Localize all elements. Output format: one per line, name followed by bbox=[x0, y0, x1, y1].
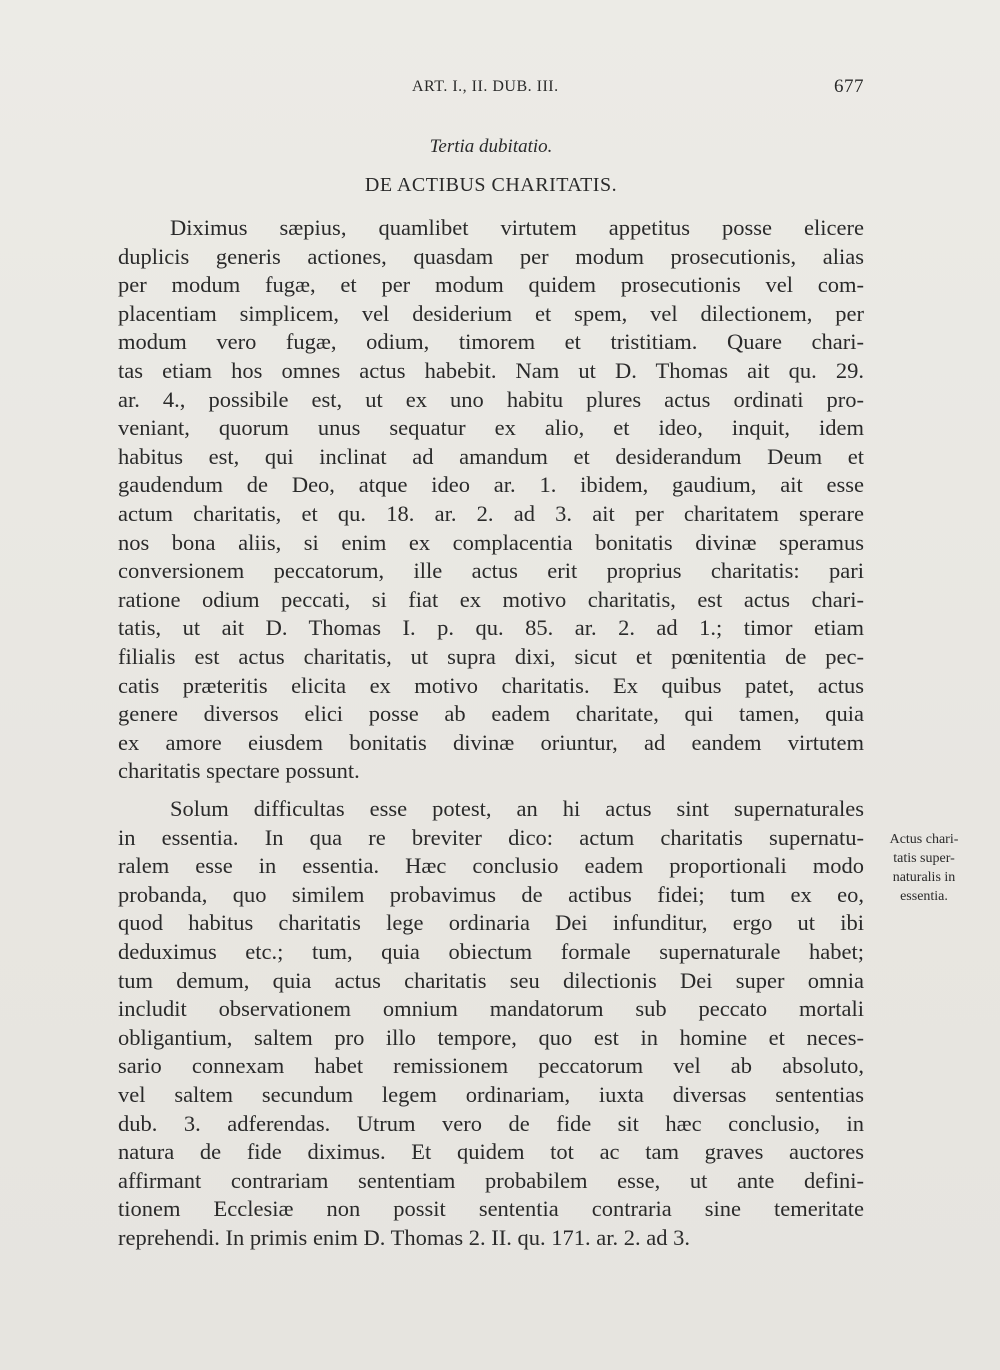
text-line: per modum fugæ, et per modum quidem prosecutionis vel com- bbox=[118, 272, 864, 298]
text-line: ar. 4., possibile est, ut ex uno habitu plures actus ordinati pro- bbox=[118, 386, 864, 412]
text-line: catis præteritis elicita ex motivo charitatis. Ex quibus patet, actus bbox=[118, 672, 864, 698]
section-title: DE ACTIBUS CHARITATIS. bbox=[364, 174, 618, 196]
text-line: tionem Ecclesiæ non possit sententia contraria sine temeritate bbox=[118, 1196, 864, 1222]
text-line: reprehendi. In primis enim D. Thomas 2. II. qu. 171. ar. 2. ad 3. bbox=[118, 1224, 690, 1250]
paragraph-1 bbox=[118, 214, 864, 786]
text-line: affirmant contrariam sententiam probabilem esse, ut ante defini- bbox=[118, 1167, 864, 1193]
page-number: 677 bbox=[834, 76, 864, 97]
text-line: modum vero fugæ, odium, timorem et tristitiam. Quare chari- bbox=[118, 329, 864, 355]
text-line: includit observationem omnium mandatorum sub peccato mortali bbox=[118, 996, 864, 1022]
text-line: gaudendum de Deo, atque ideo ar. 1. ibidem, gaudium, ait esse bbox=[118, 472, 864, 498]
text-line: charitatis spectare possunt. bbox=[118, 758, 360, 784]
running-head: ART. I., II. DUB. III. bbox=[412, 78, 559, 95]
text-line: tas etiam hos omnes actus habebit. Nam ut D. Thomas ait qu. 29. bbox=[118, 357, 864, 383]
text-line: ralem esse in essentia. Hæc conclusio eadem proportionali modo bbox=[118, 853, 864, 879]
text-line: natura de fide diximus. Et quidem tot ac tam graves auctores bbox=[118, 1139, 864, 1165]
text-line: vel saltem secundum legem ordinariam, iuxta diversas sententias bbox=[118, 1081, 864, 1107]
margin-note-line: naturalis in bbox=[892, 870, 956, 885]
text-line: obligantium, saltem pro illo tempore, quo est in homine et neces- bbox=[118, 1024, 864, 1050]
text-line: placentiam simplicem, vel desiderium et spem, vel dilectionem, per bbox=[118, 300, 864, 326]
text-line: in essentia. In qua re breviter dico: actum charitatis supernatu- bbox=[118, 824, 864, 850]
text-line: deduximus etc.; tum, quia obiectum formale supernaturale habet; bbox=[118, 938, 864, 964]
text-line: ex amore eiusdem bonitatis divinæ oriuntur, ad eandem virtutem bbox=[118, 729, 864, 755]
text-line: Diximus sæpius, quamlibet virtutem appetitus posse elicere bbox=[170, 215, 864, 240]
text-line: sario connexam habet remissionem peccatorum vel ab absoluto, bbox=[118, 1053, 864, 1079]
margin-note-line: essentia. bbox=[900, 889, 948, 904]
margin-note-line: Actus chari- bbox=[889, 832, 959, 847]
text-line: quod habitus charitatis lege ordinaria Dei infunditur, ergo ut ibi bbox=[118, 910, 864, 936]
text-line: filialis est actus charitatis, ut supra dixi, sicut et pœnitentia de pec- bbox=[118, 643, 864, 669]
text-line: tum demum, quia actus charitatis seu dilectionis Dei super omnia bbox=[118, 967, 864, 993]
text-line: actum charitatis, et qu. 18. ar. 2. ad 3. ait per charitatem sperare bbox=[118, 500, 864, 526]
margin-note bbox=[874, 830, 974, 906]
text-line: nos bona aliis, si enim ex complacentia bonitatis divinæ speramus bbox=[118, 529, 864, 555]
text-line: genere diversos elici posse ab eadem charitate, qui tamen, quia bbox=[118, 701, 864, 727]
section-subtitle: Tertia dubitatio. bbox=[429, 136, 553, 157]
text-line: dub. 3. adferendas. Utrum vero de fide sit hæc conclusio, in bbox=[118, 1110, 864, 1136]
text-line: conversionem peccatorum, ille actus erit proprius charitatis: pari bbox=[118, 558, 864, 584]
page-header bbox=[118, 76, 864, 102]
text-line: ratione odium peccati, si fiat ex motivo charitatis, est actus chari- bbox=[118, 586, 864, 612]
text-line: tatis, ut ait D. Thomas I. p. qu. 85. ar. 2. ad 1.; timor etiam bbox=[118, 615, 864, 641]
text-line: duplicis generis actiones, quasdam per modum prosecutionis, alias bbox=[118, 243, 864, 269]
text-line: habitus est, qui inclinat ad amandum et desiderandum Deum et bbox=[118, 443, 864, 469]
text-line: Solum difficultas esse potest, an hi actus sint supernaturales bbox=[170, 796, 864, 821]
margin-note-line: tatis super- bbox=[893, 851, 955, 866]
paragraph-2 bbox=[118, 795, 864, 1253]
text-line: veniant, quorum unus sequatur ex alio, et ideo, inquit, idem bbox=[118, 415, 864, 441]
text-line: probanda, quo similem probavimus de actibus fidei; tum ex eo, bbox=[118, 881, 864, 907]
